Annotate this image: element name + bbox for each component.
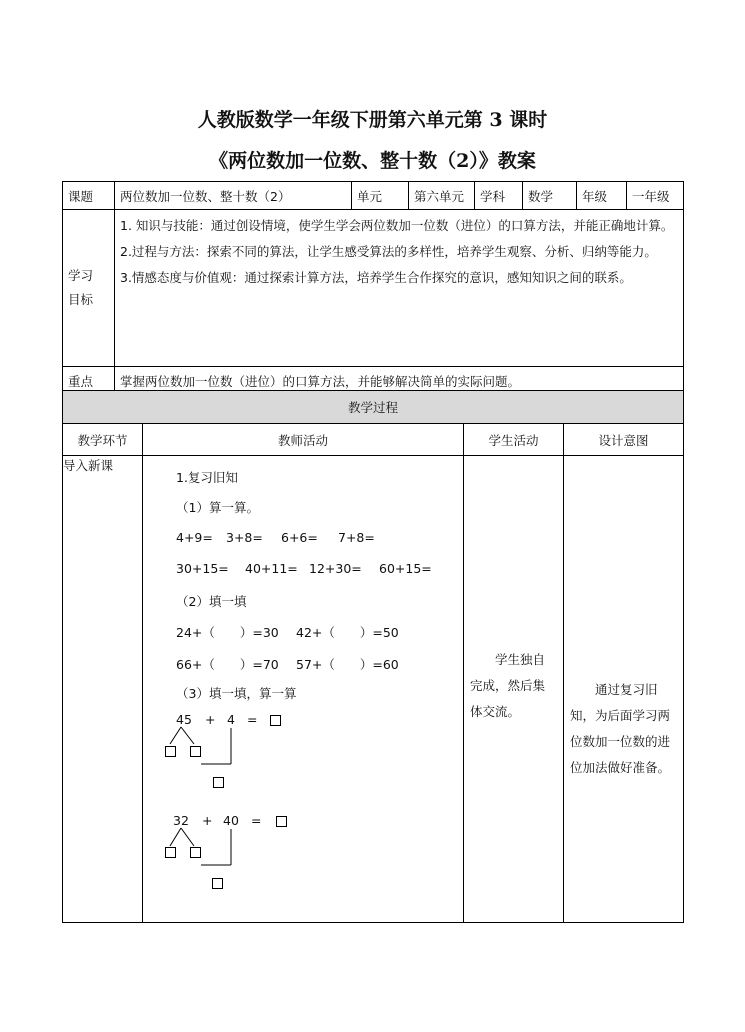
col-student: 学生活动 (464, 424, 564, 456)
key-label: 重点 (63, 367, 115, 395)
tree2-box-right (190, 847, 201, 858)
tree1-box-right (190, 746, 201, 757)
design-cell (564, 456, 684, 923)
sub-heading-3: （3）填一填，算一算 (176, 686, 297, 701)
fill-1: 24+（ ）=30 (176, 625, 279, 640)
subject-value: 数学 (523, 182, 577, 210)
tree2-box-bottom (212, 878, 223, 889)
goal-3: 3.情感态度与价值观：通过探索计算方法，培养学生合作探究的意识，感知知识之间的联系。 (120, 270, 632, 285)
key-value: 掌握两位数加一位数（进位）的口算方法，并能够解决简单的实际问题。 (115, 367, 684, 395)
unit-value: 第六单元 (409, 182, 475, 210)
calc-7: 12+30= (309, 561, 362, 576)
tree1-branch-right (181, 727, 194, 744)
subject-label: 学科 (475, 182, 523, 210)
tree2-branch-left (170, 828, 181, 846)
tree1-box-left (165, 746, 176, 757)
calc-3: 6+6= (281, 530, 318, 545)
tree2-answer-box (276, 816, 287, 827)
title-line-1: 人教版数学一年级下册第六单元第 3 课时 (197, 109, 548, 131)
teacher-cell (143, 456, 464, 923)
sub-heading-2: （2）填一填 (176, 594, 247, 609)
tree1-branch-left (170, 727, 181, 744)
tree1-box-bottom (213, 777, 224, 788)
fill-4: 57+（ ）=60 (296, 657, 399, 672)
calc-6: 40+11= (245, 561, 298, 576)
tree2-a: 32 (173, 813, 189, 828)
goals-cell (115, 210, 684, 367)
calc-1: 4+9= (176, 530, 213, 545)
sub-heading-1: （1）算一算。 (176, 500, 259, 515)
process-table (62, 390, 684, 923)
title-line-2: 《两位数加一位数、整十数（2）》教案 (209, 150, 536, 172)
calc-2: 3+8= (226, 530, 263, 545)
topic-label: 课题 (63, 182, 115, 210)
goal-1: 1. 知识与技能：通过创设情境，使学生学会两位数加一位数（进位）的口算方法，并能正确地计算。 (120, 218, 674, 233)
goal-2: 2.过程与方法：探索不同的算法，让学生感受算法的多样性，培养学生观察、分析、归纳等能力。 (120, 244, 657, 259)
calc-8: 60+15= (379, 561, 432, 576)
tree2-eq: = (251, 813, 262, 828)
stage-cell: 导入新课 (63, 456, 143, 923)
fill-2: 42+（ ）=50 (296, 625, 399, 640)
tree2-op: + (202, 813, 213, 828)
grade-value: 一年级 (627, 182, 684, 210)
review-heading: 1.复习旧知 (176, 470, 238, 485)
tree2-box-left (165, 847, 176, 858)
student-cell (464, 456, 564, 923)
col-stage: 教学环节 (63, 424, 143, 456)
design-intent: 通过复习旧知，为后面学习两位数加一位数的进位加法做好准备。 (570, 682, 671, 775)
calc-4: 7+8= (338, 530, 375, 545)
fill-3: 66+（ ）=70 (176, 657, 279, 672)
student-activity: 学生独自完成，然后集体交流。 (470, 652, 546, 719)
info-table (62, 181, 684, 423)
tree1-eq: = (247, 712, 258, 727)
tree1-a: 45 (176, 712, 192, 727)
col-teacher: 教师活动 (143, 424, 464, 456)
calc-5: 30+15= (176, 561, 229, 576)
col-design: 设计意图 (564, 424, 684, 456)
tree1-op: + (205, 712, 216, 727)
unit-label: 单元 (352, 182, 409, 210)
process-header: 教学过程 (63, 391, 684, 424)
topic-value: 两位数加一位数、整十数（2） (115, 182, 352, 210)
tree1-b: 4 (227, 712, 235, 727)
goals-label: 学习 目标 (63, 210, 115, 367)
tree2-branch-right (181, 828, 194, 846)
tree2-b: 40 (223, 813, 239, 828)
grade-label: 年级 (577, 182, 627, 210)
